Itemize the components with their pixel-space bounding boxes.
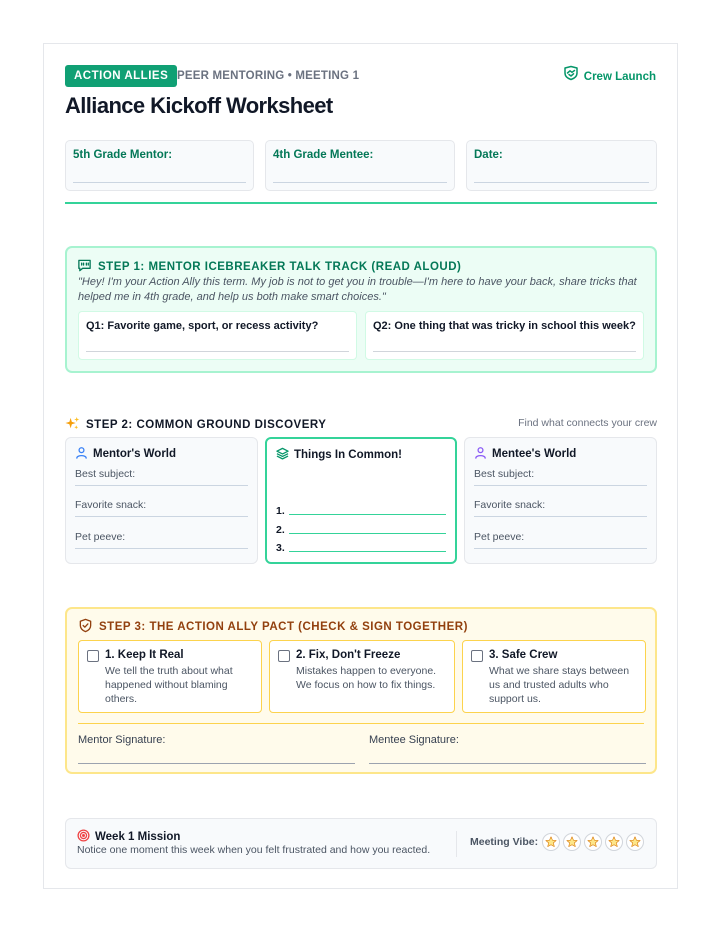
person-icon bbox=[75, 446, 88, 462]
question2-label: Q2: One thing that was tricky in school this week? bbox=[373, 320, 636, 332]
handshake-shield-icon bbox=[563, 65, 579, 89]
mentee-best-subject-field[interactable] bbox=[474, 464, 647, 486]
pact-checkbox[interactable] bbox=[278, 650, 290, 662]
field-label: Favorite snack: bbox=[75, 499, 147, 511]
star-icon[interactable] bbox=[626, 833, 644, 851]
step1-icebreaker-card bbox=[65, 246, 657, 373]
pact-title: 3. Safe Crew bbox=[489, 649, 558, 661]
step3-pact-card bbox=[65, 607, 657, 774]
star-icon[interactable] bbox=[563, 833, 581, 851]
mentee-signature-field[interactable] bbox=[369, 730, 646, 764]
mentor-favorite-snack-field[interactable] bbox=[75, 495, 248, 517]
field-label: Pet peeve: bbox=[75, 531, 126, 543]
target-icon bbox=[77, 829, 90, 845]
write-line bbox=[289, 533, 446, 534]
pact-item-safe-crew[interactable] bbox=[462, 640, 646, 713]
step2-hint: Find what connects your crew bbox=[518, 417, 657, 429]
pact-item-fix-dont-freeze[interactable] bbox=[269, 640, 455, 713]
line-number: 3. bbox=[276, 542, 285, 554]
pact-title: 2. Fix, Don't Freeze bbox=[296, 649, 401, 661]
mission-heading bbox=[77, 829, 180, 845]
program-badge: ACTION ALLIES bbox=[65, 65, 177, 87]
mission-description: Notice one moment this week when you felt frustrated and how you reacted. bbox=[77, 844, 431, 856]
mentee-name-field[interactable] bbox=[265, 140, 455, 191]
date-field[interactable] bbox=[466, 140, 657, 191]
step2-heading bbox=[65, 416, 326, 434]
star-icon[interactable] bbox=[605, 833, 623, 851]
pact-checkbox[interactable] bbox=[471, 650, 483, 662]
week1-mission-bar bbox=[65, 818, 657, 869]
session-subtitle: PEER MENTORING • MEETING 1 bbox=[177, 70, 360, 82]
mentee-signature-label: Mentee Signature: bbox=[369, 734, 459, 746]
brand-logo bbox=[563, 65, 656, 89]
meeting-vibe-rating[interactable] bbox=[542, 833, 644, 851]
icebreaker-quote: "Hey! I'm your Action Ally this term. My job is not to get you in trouble—I'm here to have your back, share tricks that helped me in 4th grade, and help us both make smart choices." bbox=[78, 276, 637, 303]
step3-heading bbox=[78, 618, 468, 636]
sparkles-icon bbox=[65, 416, 80, 434]
step3-heading-text: STEP 3: THE ACTION ALLY PACT (CHECK & SIGN TOGETHER) bbox=[99, 621, 468, 633]
step2-header bbox=[65, 416, 657, 432]
mentee-world-card bbox=[464, 437, 657, 564]
write-line bbox=[73, 182, 246, 183]
speech-bubble-icon bbox=[77, 258, 92, 276]
mentee-world-heading bbox=[474, 446, 576, 462]
write-line bbox=[273, 182, 447, 183]
step1-heading-text: STEP 1: MENTOR ICEBREAKER TALK TRACK (READ ALOUD) bbox=[98, 261, 462, 273]
step1-heading bbox=[77, 258, 461, 276]
mentee-world-title: Mentee's World bbox=[492, 448, 577, 460]
question1-label: Q1: Favorite game, sport, or recess activity? bbox=[86, 320, 319, 332]
write-line bbox=[289, 551, 446, 552]
participant-fields bbox=[65, 140, 657, 191]
header-bar bbox=[65, 65, 656, 87]
mentor-name-field[interactable] bbox=[65, 140, 254, 191]
field-label: Date: bbox=[474, 149, 503, 161]
meeting-vibe-label: Meeting Vibe: bbox=[470, 836, 539, 848]
things-in-common-title: Things In Common! bbox=[294, 449, 402, 461]
mentor-best-subject-field[interactable] bbox=[75, 464, 248, 486]
field-label: Favorite snack: bbox=[474, 499, 546, 511]
page-title: Alliance Kickoff Worksheet bbox=[65, 93, 333, 118]
mentor-signature-field[interactable] bbox=[78, 730, 355, 764]
pact-checkbox[interactable] bbox=[87, 650, 99, 662]
brand-name: Crew Launch bbox=[583, 71, 656, 83]
things-in-common-card bbox=[265, 437, 457, 564]
field-label: Best subject: bbox=[474, 468, 535, 480]
star-icon[interactable] bbox=[584, 833, 602, 851]
signature-divider bbox=[78, 723, 644, 724]
line-number: 2. bbox=[276, 524, 285, 536]
step2-heading-text: STEP 2: COMMON GROUND DISCOVERY bbox=[86, 419, 327, 431]
common-line-2[interactable] bbox=[276, 522, 446, 536]
common-line-3[interactable] bbox=[276, 540, 446, 554]
person-icon bbox=[474, 446, 487, 462]
mentor-world-card bbox=[65, 437, 258, 564]
mentee-pet-peeve-field[interactable] bbox=[474, 527, 647, 549]
question1-box[interactable] bbox=[78, 311, 357, 360]
things-in-common-heading bbox=[276, 447, 402, 463]
star-icon[interactable] bbox=[542, 833, 560, 851]
shield-check-icon bbox=[78, 618, 93, 636]
mentor-world-heading bbox=[75, 446, 176, 462]
answer-line bbox=[373, 351, 636, 352]
common-line-1[interactable] bbox=[276, 503, 446, 517]
mentor-pet-peeve-field[interactable] bbox=[75, 527, 248, 549]
pact-description: What we share stays between us and trusted adults who support us. bbox=[489, 665, 630, 705]
pact-item-keep-it-real[interactable] bbox=[78, 640, 262, 713]
field-label: 4th Grade Mentee: bbox=[273, 149, 374, 161]
write-line bbox=[474, 182, 649, 183]
question2-box[interactable] bbox=[365, 311, 644, 360]
pact-title: 1. Keep It Real bbox=[105, 649, 184, 661]
mission-title: Week 1 Mission bbox=[95, 831, 181, 843]
write-line bbox=[289, 514, 446, 515]
mentor-world-title: Mentor's World bbox=[93, 448, 177, 460]
header-divider bbox=[65, 202, 657, 204]
worksheet-page bbox=[43, 43, 678, 889]
line-number: 1. bbox=[276, 505, 285, 517]
field-label: Pet peeve: bbox=[474, 531, 525, 543]
mentor-signature-label: Mentor Signature: bbox=[78, 734, 166, 746]
mission-divider bbox=[456, 831, 457, 857]
pact-description: We tell the truth about what happened without blaming others. bbox=[105, 665, 233, 705]
answer-line bbox=[86, 351, 349, 352]
pact-description: Mistakes happen to everyone. We focus on how to fix things. bbox=[296, 665, 437, 691]
field-label: 5th Grade Mentor: bbox=[73, 149, 173, 161]
field-label: Best subject: bbox=[75, 468, 136, 480]
mentee-favorite-snack-field[interactable] bbox=[474, 495, 647, 517]
layers-icon bbox=[276, 447, 289, 463]
